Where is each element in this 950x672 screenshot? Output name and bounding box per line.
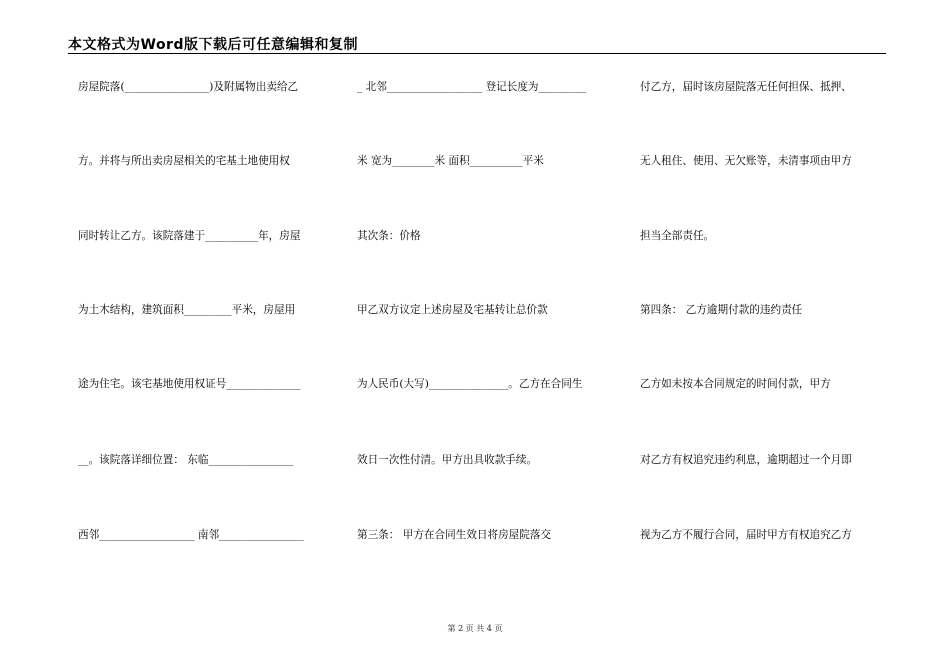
text-line: 对乙方有权追究违约利息，逾期超过一个月即 bbox=[640, 454, 852, 466]
text-line: _ 北邻__________________ 登记长度为_________ bbox=[357, 81, 587, 93]
page-number: 第 2 页 共 4 页 bbox=[447, 624, 503, 633]
document-header-title: 本文格式为Word版下载后可任意编辑和复制 bbox=[68, 37, 358, 53]
text-line: 西邻__________________ 南邻________________ bbox=[78, 529, 304, 541]
text-line: 途为住宅。该宅基地使用权证号______________ bbox=[78, 378, 301, 390]
text-line: 甲乙双方议定上述房屋及宅基转让总价款 bbox=[357, 304, 548, 316]
text-line: 无人租住、使用、无欠账等，未清事项由甲方 bbox=[640, 155, 852, 167]
text-line: 担当全部责任。 bbox=[640, 230, 715, 242]
text-line: 第四条： 乙方逾期付款的违约责任 bbox=[640, 304, 803, 316]
text-line: 房屋院落(________________)及附属物出卖给乙 bbox=[78, 81, 299, 93]
text-line: 方。并将与所出卖房屋相关的宅基土地使用权 bbox=[78, 155, 290, 167]
text-line: 同时转让乙方。该院落建于__________年，房屋 bbox=[78, 230, 301, 242]
text-line: __。该院落详细位置： 东临________________ bbox=[78, 454, 294, 466]
text-line: 视为乙方不履行合同，届时甲方有权追究乙方 bbox=[640, 529, 852, 541]
text-line: 效日一次性付清。甲方出具收款手续。 bbox=[357, 454, 538, 466]
text-line: 其次条：价格 bbox=[357, 230, 421, 242]
text-line: 为人民币(大写)_______________。乙方在合同生 bbox=[357, 378, 583, 390]
text-line: 米 宽为________米 面积__________平米 bbox=[357, 155, 544, 167]
text-line: 为土木结构，建筑面积_________平米，房屋用 bbox=[78, 304, 296, 316]
text-line: 付乙方，届时该房屋院落无任何担保、抵押、 bbox=[640, 81, 852, 93]
header-divider bbox=[68, 53, 886, 54]
text-line: 乙方如未按本合同规定的时间付款，甲方 bbox=[640, 378, 831, 390]
text-line: 第三条： 甲方在合同生效日将房屋院落交 bbox=[357, 529, 552, 541]
